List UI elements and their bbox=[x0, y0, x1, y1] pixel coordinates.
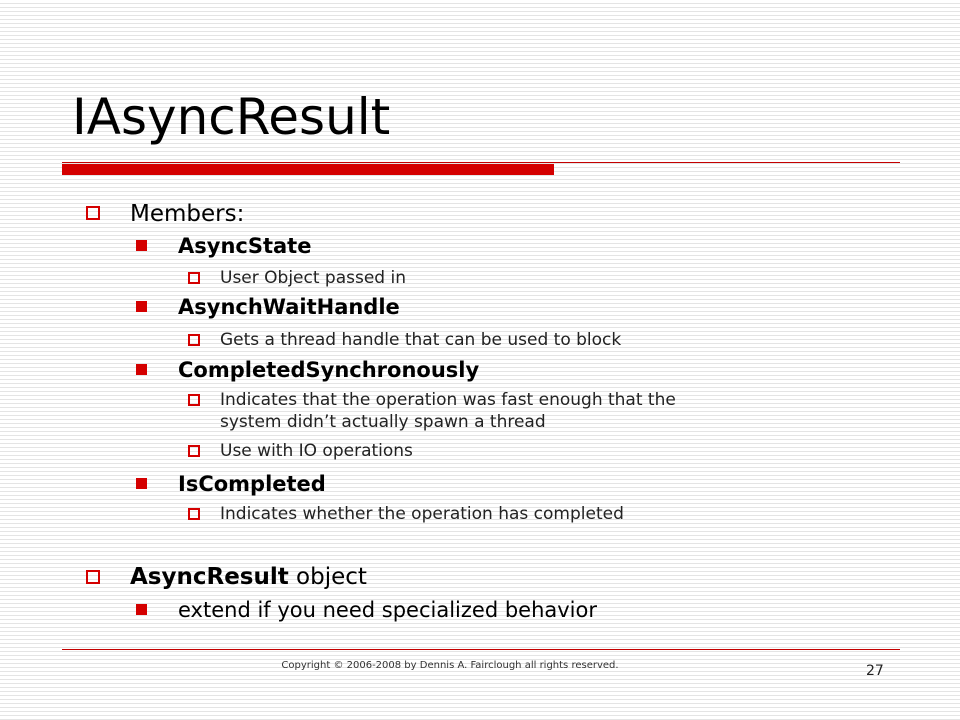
member-name: AsyncState bbox=[178, 234, 312, 258]
hollow-square-bullet-icon bbox=[188, 394, 200, 406]
member-note: Indicates whether the operation has completed bbox=[220, 504, 624, 524]
footer-copyright: Copyright © 2006-2008 by Dennis A. Fairclough all rights reserved. bbox=[281, 660, 619, 671]
member-note-continuation: system didn’t actually spawn a thread bbox=[220, 412, 546, 432]
member-note: Gets a thread handle that can be used to block bbox=[220, 330, 622, 350]
member-name: IsCompleted bbox=[178, 472, 326, 496]
hollow-square-bullet-icon bbox=[188, 508, 200, 520]
filled-square-bullet-icon bbox=[136, 240, 147, 251]
page-number: 27 bbox=[866, 663, 884, 679]
hollow-square-bullet-icon bbox=[188, 334, 200, 346]
member-note: Indicates that the operation was fast enough that the bbox=[220, 390, 676, 410]
member-note: Use with IO operations bbox=[220, 441, 413, 461]
members-heading: Members: bbox=[130, 201, 245, 227]
footer-divider bbox=[62, 649, 900, 650]
hollow-square-bullet-icon bbox=[188, 272, 200, 284]
filled-square-bullet-icon bbox=[136, 364, 147, 375]
asyncresult-object-bold: AsyncResult bbox=[130, 564, 289, 590]
slide-title: IAsyncResult bbox=[72, 88, 391, 146]
member-name: AsynchWaitHandle bbox=[178, 295, 400, 319]
asyncresult-object-heading bbox=[130, 566, 367, 589]
member-name: CompletedSynchronously bbox=[178, 358, 480, 382]
asyncresult-object-rest: object bbox=[288, 564, 367, 590]
filled-square-bullet-icon bbox=[136, 478, 147, 489]
hollow-square-bullet-icon bbox=[86, 206, 100, 220]
hollow-square-bullet-icon bbox=[188, 445, 200, 457]
filled-square-bullet-icon bbox=[136, 604, 147, 615]
asyncresult-object-note: extend if you need specialized behavior bbox=[178, 598, 597, 622]
member-note: User Object passed in bbox=[220, 268, 406, 288]
hollow-square-bullet-icon bbox=[86, 570, 100, 584]
filled-square-bullet-icon bbox=[136, 301, 147, 312]
